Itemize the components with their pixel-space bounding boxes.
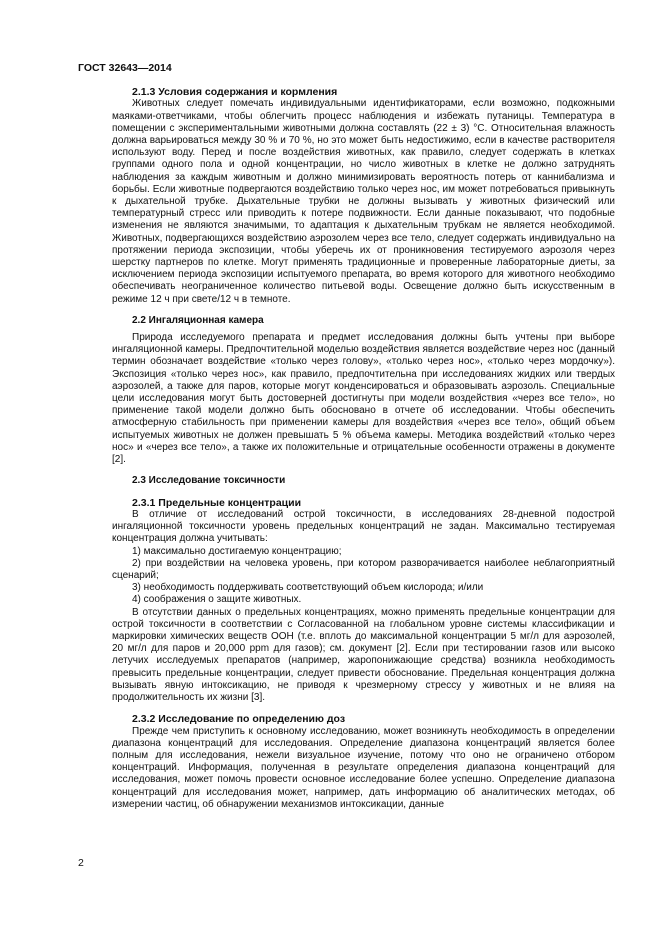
paragraph-limit-intro: В отличие от исследований острой токсичности, в исследованиях 28-дневной подострой ингаляционной токсичности уровень предельных концентраций не задан. Максимально тестируемая концентрация должна учитывать: — [112, 508, 615, 545]
page-number: 2 — [78, 857, 84, 869]
paragraph-housing-feeding: Животных следует помечать индивидуальными идентификаторами, если возможно, подкожными маяками-ответчиками, чтобы облегчить процесс наблюдения и избежать путаницы. Температура в помещении с экспериментальными животными должна составлять (22 ± 3) °С. Относительная влажность должна варьироваться между 30 % и 70 %, но это может быть недостижимо, если в качестве растворителя используют воду. Перед и после воздействия животных, как правило, следует содержать в клетках группами одного пола и одной концентрации, но число животных в клетке не должно затруднять наблюдения за каждым животным и должно минимизировать вероятность потерь от каннибализма и борьбы. Если животные подвергаются воздействию только через нос, им может потребоваться привыкнуть к дыхательной трубке. Дыхательные трубки не должны вызывать у животных физический или температурный стресс или приводить к потере подвижности. Если данные показывают, что подобные изменения не являются значимыми, то адаптация к дыхательным трубкам не является необходимой. Животных, подвергающихся воздействию аэрозолем через все тело, следует содержать индивидуально на протяжении периода экспозиции, чтобы уберечь их от проникновения тестируемого аэрозоля через шерстку партнеров по клетке. Могут применять традиционные и проверенные лабораторные диеты, за исключением периода экспозиции испытуемого препарата, во время которого для животного необходимо обеспечивать неограниченное количество питьевой воды. Освещение должно быть искусственным в режиме 12 ч при свете/12 ч в темноте. — [112, 98, 615, 305]
heading-2-3-2: 2.3.2 Исследование по определению доз — [132, 713, 346, 726]
heading-2-2: 2.2 Ингаляционная камера — [132, 314, 264, 326]
list-item: 4) соображения о защите животных. — [132, 594, 302, 606]
document-body — [112, 86, 615, 811]
paragraph-dose-range: Прежде чем приступить к основному исследованию, может возникнуть необходимость в определении диапазона концентраций для исследования. Определение диапазона концентраций является более полным для исследования, нежели визуальное изучение, потому что оно не ограничено отбором концентраций. Информация, полученная в результате определения диапазона концентраций для исследования, может помочь провести основное исследование более успешно. Определение диапазона концентраций для исследования может, например, дать информацию об аналитических методах, об измерении частиц, об обнаружении механизмов интоксикации, данные — [112, 725, 615, 810]
heading-2-1-3: 2.1.3 Условия содержания и кормления — [132, 86, 338, 98]
standard-header: ГОСТ 32643—2014 — [78, 62, 172, 74]
paragraph-limit-concentrations: В отсутствии данных о предельных концентрациях, можно применять предельные концентрации для острой токсичности в соответствии с Согласованной на глобальном уровне системы классификации и маркировки химических веществ ООН (т.е. вплоть до максимальной концентрации 5 мг/л для аэрозолей, 20 мг/л для паров и 20,000 ppm для газов); см. документ [2]. Если при тестировании газов или высоко летучих исследуемых препаратов (например, жаропонижающие средства) возникла необходимость превысить предельные концентрации, следует привести обоснование. Предельная концентрация должна вызывать явную интоксикацию, не приводя к чрезмерному стрессу у животных и не влияя на продолжительность их жизни [3]. — [112, 606, 615, 703]
list-item: 3) необходимость поддерживать соответствующий объем кислорода; и/или — [132, 582, 484, 594]
heading-2-3: 2.3 Исследование токсичности — [132, 475, 286, 487]
heading-2-3-1: 2.3.1 Предельные концентрации — [132, 496, 302, 509]
list-item: 2) при воздействии на человека уровень, при котором разворачивается наиболее неблагоприятный сценарий; — [112, 557, 615, 581]
paragraph-inhalation-chamber: Природа исследуемого препарата и предмет исследования должны быть учтены при выборе ингаляционной камеры. Предпочтительной моделью воздействия является воздействие через нос (данный термин обозначает воздействие «только через голову», «только через нос», «только через мордочку»). Экспозиция «только через нос», как правило, предпочтительна при исследованиях жидких или твердых аэрозолей, а также для паров, которые могут конденсироваться и образовывать аэрозоль. Специальные цели исследования могут быть достоверней достигнуты при модели воздействия «через все тело», но применение такой модели должно быть обосновано в отчете об исследовании. Чтобы обеспечить атмосферную стабильность при применении камеры для воздействия «через все тело», общий объем испытуемых животных не должен превышать 5 % объема камеры. Методика воздействий «только через нос» и «через все тело», а также их положительные и отрицательные особенности отражены в документе [2]. — [112, 332, 615, 466]
list-item: 1) максимально достигаемую концентрацию; — [132, 545, 342, 557]
